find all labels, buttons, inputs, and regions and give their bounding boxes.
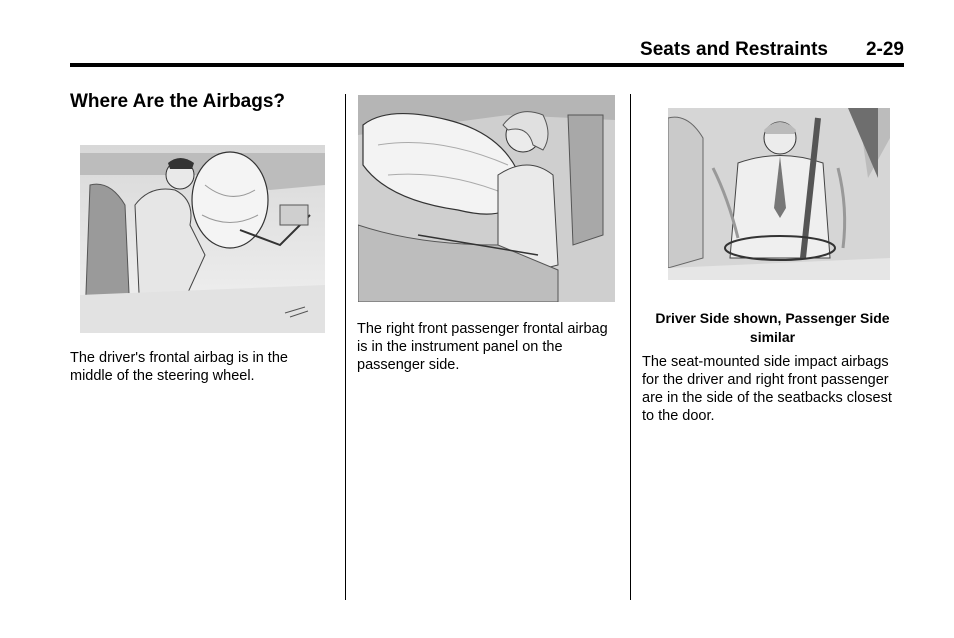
section-title: Where Are the Airbags?: [70, 91, 286, 112]
column-1-paragraph: The driver's frontal airbag is in the middle of the steering wheel.: [70, 350, 288, 384]
column-divider: [345, 94, 346, 600]
header-page-number: 2-29: [865, 39, 904, 60]
driver-frontal-airbag-illustration: [80, 145, 325, 333]
page-header: [70, 36, 904, 64]
side-impact-airbag-illustration: [668, 108, 890, 280]
column-3-paragraph: The seat-mounted side impact airbags for the driver and right front passenger are in the side of the seatbacks closest to the door.: [642, 354, 892, 424]
column-divider: [630, 94, 631, 600]
header-section-title: Seats and Restraints: [640, 39, 828, 60]
column-2-paragraph: The right front passenger frontal airbag is in the instrument panel on the passenger side.: [357, 321, 608, 373]
figure-caption: Driver Side shown, Passenger Side similar: [655, 310, 890, 345]
header-rule: [70, 63, 904, 67]
passenger-frontal-airbag-illustration: [358, 95, 615, 302]
